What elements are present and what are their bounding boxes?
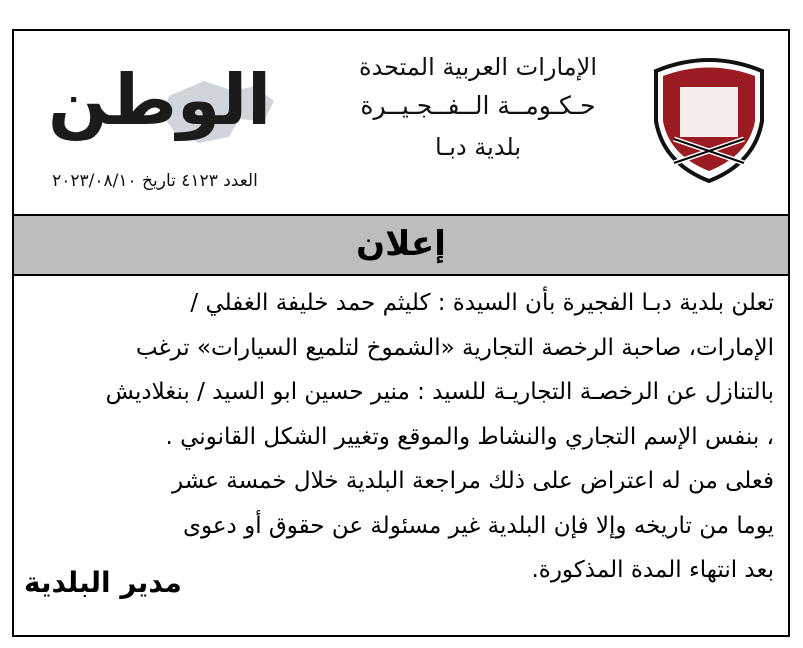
body-line: يوما من تاريخه وإلا فإن البلدية غير مسئولة عن حقوق أو دعوى bbox=[182, 512, 774, 539]
header bbox=[14, 31, 788, 216]
body-line: تعلن بلدية دبـا الفجيرة بأن السيدة : كليثم حمد خليفة الغفلي / bbox=[190, 290, 774, 316]
government-lines bbox=[318, 49, 638, 165]
government-name: حـكـومــة الــفــجـيــرة bbox=[360, 91, 596, 120]
body-line: ، بنفس الإسم التجاري والنشاط والموقع وتغيير الشكل القانوني . bbox=[165, 423, 774, 450]
body-line: فعلى من له اعتراض على ذلك مراجعة البلدية خلال خمسة عشر bbox=[172, 468, 774, 494]
announcement-frame bbox=[12, 29, 790, 637]
municipality-name: بلدية دبـا bbox=[434, 133, 522, 161]
body-line: بالتنازل عن الرخصـة التجاريـة للسيد : منير حسين ابو السيد / بنغلاديش bbox=[105, 379, 774, 405]
announcement-body bbox=[24, 281, 774, 593]
newspaper-logo-text: الوطن bbox=[48, 59, 272, 141]
fujairah-emblem bbox=[650, 51, 768, 183]
body-line: بعد انتهاء المدة المذكورة. bbox=[531, 557, 774, 583]
issue-line: العدد ٤١٢٣ تاريخ ٢٠٢٣/٠٨/١٠ bbox=[52, 171, 258, 191]
body-line: الإمارات، صاحبة الرخصة التجارية «الشموخ لتلميع السيارات» ترغب bbox=[135, 334, 774, 361]
announcement-title: إعلان bbox=[356, 224, 446, 264]
country-name: الإمارات العربية المتحدة bbox=[359, 53, 597, 81]
title-band bbox=[14, 216, 788, 276]
signature: مدير البلدية bbox=[24, 566, 182, 599]
